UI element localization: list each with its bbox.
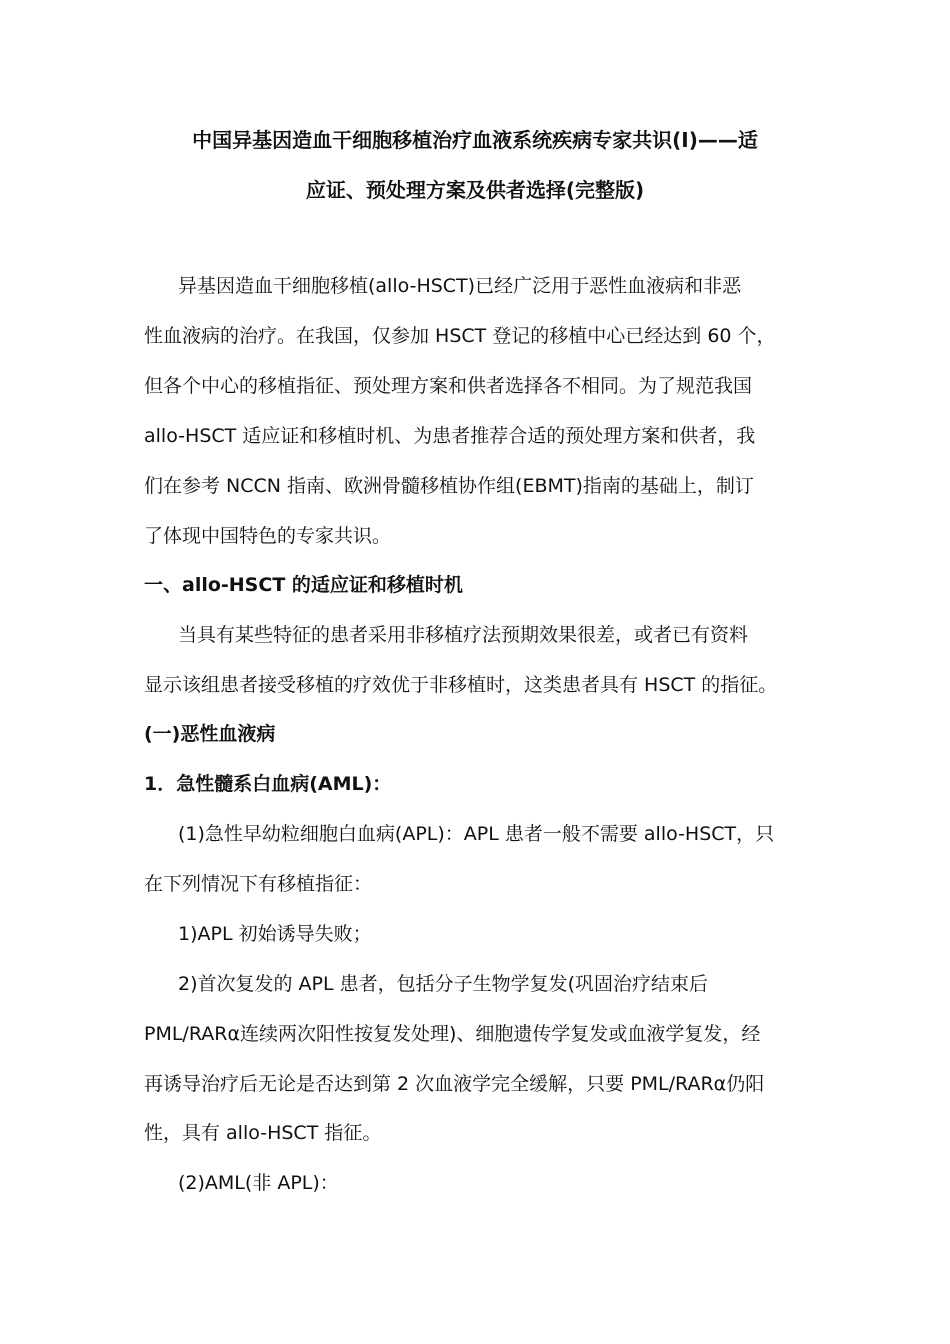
paragraph-line: 性，具有 allo-HSCT 指征。 <box>144 1122 382 1144</box>
paragraph-line: 当具有某些特征的患者采用非移植疗法预期效果很差，或者已有资料 <box>178 624 749 646</box>
paragraph-line: 性血液病的治疗。在我国，仅参加 HSCT 登记的移植中心已经达到 60 个， <box>144 325 776 347</box>
paragraph-line: allo-HSCT 适应证和移植时机、为患者推荐合适的预处理方案和供者，我 <box>144 425 756 447</box>
paragraph-line: 们在参考 NCCN 指南、欧洲骨髓移植协作组(EBMT)指南的基础上，制订 <box>144 475 754 497</box>
section-heading: 一、allo-HSCT 的适应证和移植时机 <box>144 574 463 596</box>
document-title-line-2: 应证、预处理方案及供者选择(完整版) <box>305 178 645 202</box>
paragraph-line: 显示该组患者接受移植的疗效优于非移植时，这类患者具有 HSCT 的指征。 <box>144 674 778 696</box>
paragraph-line: 2)首次复发的 APL 患者，包括分子生物学复发(巩固治疗结束后 <box>178 973 709 995</box>
paragraph-line: 了体现中国特色的专家共识。 <box>144 525 392 547</box>
paragraph-line: 异基因造血干细胞移植(allo-HSCT)已经广泛用于恶性血液病和非恶 <box>178 275 742 297</box>
paragraph-line: 但各个中心的移植指征、预处理方案和供者选择各不相同。为了规范我国 <box>144 375 753 397</box>
document-title-line-1: 中国异基因造血干细胞移植治疗血液系统疾病专家共识(Ⅰ)——适 <box>192 128 758 152</box>
paragraph-line: (2)AML(非 APL)： <box>178 1172 339 1194</box>
paragraph-line: 1)APL 初始诱导失败； <box>178 923 372 945</box>
subsection-heading: (一)恶性血液病 <box>144 723 276 745</box>
paragraph-line: (1)急性早幼粒细胞白血病(APL)：APL 患者一般不需要 allo-HSCT，只 <box>178 823 775 845</box>
paragraph-line: 再诱导治疗后无论是否达到第 2 次血液学完全缓解，只要 PML/RARα仍阳 <box>144 1073 765 1095</box>
paragraph-line: 在下列情况下有移植指征： <box>144 873 373 895</box>
subsection-heading: 1．急性髓系白血病(AML)： <box>144 773 392 795</box>
paragraph-line: PML/RARα连续两次阳性按复发处理)、细胞遗传学复发或血液学复发，经 <box>144 1023 761 1045</box>
